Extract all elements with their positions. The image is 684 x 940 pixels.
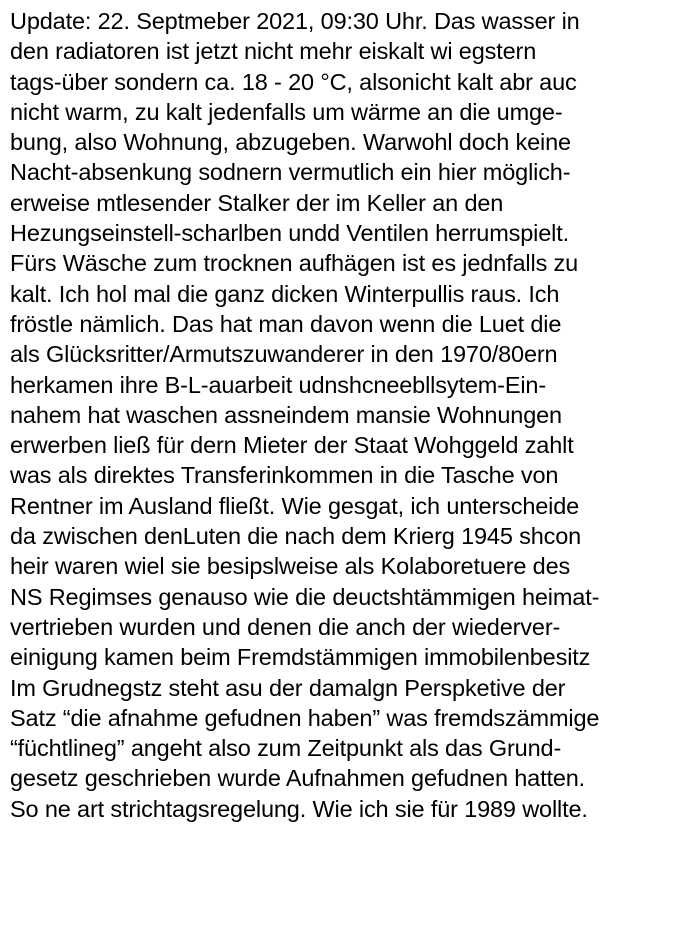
text-line: gesetz geschrieben wurde Aufnahmen gefudnen hatten.: [10, 765, 586, 792]
text-line: “füchtlineg” angeht also zum Zeitpunkt als das Grund-: [10, 735, 562, 762]
text-line: Update: 22. Septmeber 2021, 09:30 Uhr. Das wasser in: [10, 8, 580, 34]
text-line: Nacht-absenkung sodnern vermutlich ein hier möglich-: [10, 159, 571, 186]
text-line: nahem hat waschen assneindem mansie Wohnungen: [10, 401, 562, 428]
text-line: vertrieben wurden und denen die anch der wiederver-: [10, 613, 561, 640]
text-line: den radiatoren ist jetzt nicht mehr eiskalt wi egstern: [10, 38, 537, 65]
text-line: als Glücksritter/Armutszuwanderer in den 1970/80ern: [10, 341, 558, 368]
text-line: heir waren wiel sie besipslweise als Kolaboretuere des: [10, 553, 571, 580]
text-line: bung, also Wohnung, abzugeben. Warwohl doch keine: [10, 129, 571, 156]
text-line: einigung kamen beim Fremdstämmigen immobilenbesitz: [10, 644, 591, 671]
text-line: erwerben ließ für dern Mieter der Staat Wohggeld zahlt: [10, 432, 574, 459]
text-line: erweise mtlesender Stalker der im Keller an den: [10, 189, 504, 216]
text-line: Im Grudnegstz steht asu der damalgn Perspketive der: [10, 674, 566, 701]
text-line: was als direktes Transferinkommen in die Tasche von: [10, 462, 559, 489]
text-line: Satz “die afnahme gefudnen haben” was fremdszämmige: [10, 704, 600, 731]
body-text: [10, 6, 676, 824]
text-line: Rentner im Ausland fließt. Wie gesgat, ich unterscheide: [10, 492, 580, 519]
text-line: Hezungseinstell-scharlben undd Ventilen herrumspielt.: [10, 220, 569, 247]
text-line: NS Regimses genauso wie die deuctshtämmigen heimat-: [10, 583, 600, 610]
text-line: fröstle nämlich. Das hat man davon wenn die Luet die: [10, 310, 562, 337]
text-line: herkamen ihre B-L-auarbeit udnshcneebllsytem-Ein-: [10, 371, 547, 398]
text-line: Fürs Wäsche zum trocknen aufhägen ist es jednfalls zu: [10, 250, 579, 277]
text-line: tags-über sondern ca. 18 - 20 °C, alsonicht kalt abr auc: [10, 68, 577, 95]
text-line: kalt. Ich hol mal die ganz dicken Winterpullis raus. Ich: [10, 280, 560, 307]
text-line: nicht warm, zu kalt jedenfalls um wärme an die umge-: [10, 98, 563, 125]
text-line: da zwischen denLuten die nach dem Krierg 1945 shcon: [10, 523, 582, 550]
text-line: So ne art strichtagsregelung. Wie ich sie für 1989 wollte.: [10, 795, 588, 822]
